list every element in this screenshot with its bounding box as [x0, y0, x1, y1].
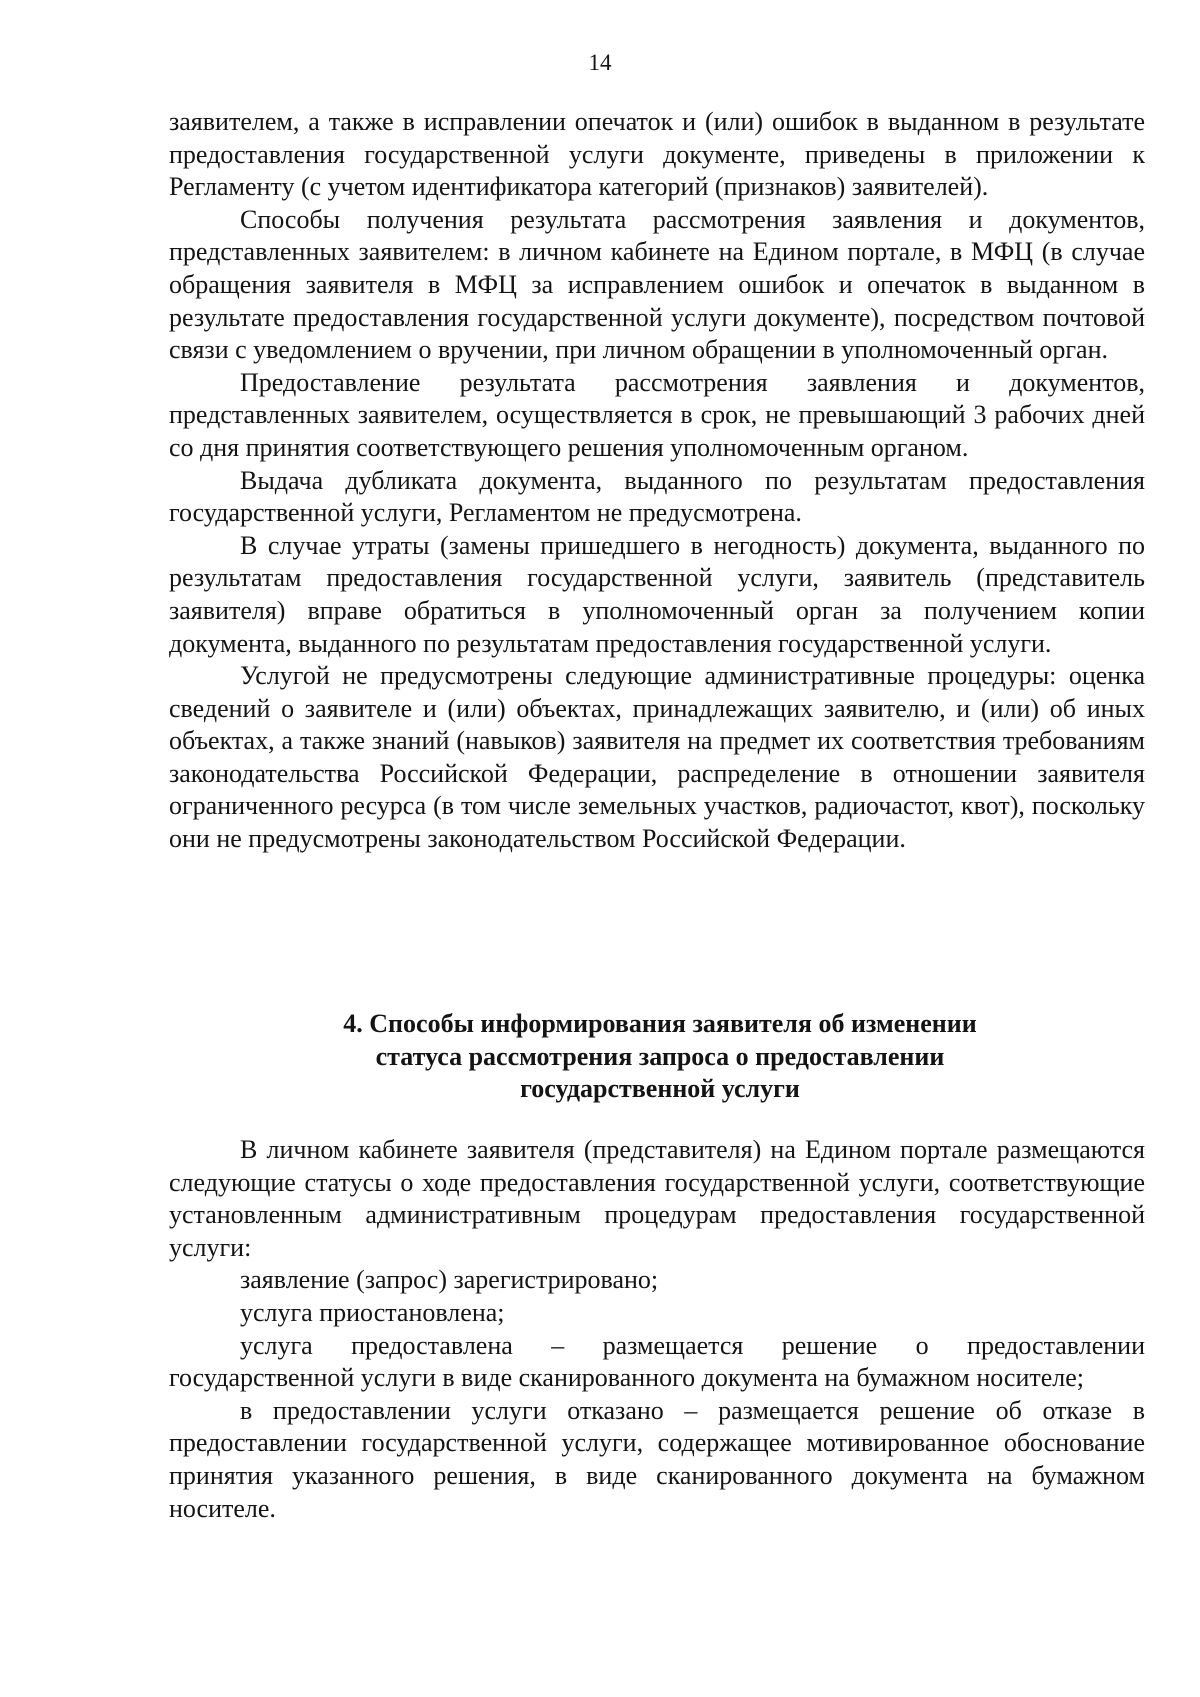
status-item-suspended: услуга приостановлена;	[240, 1297, 505, 1327]
status-item-refused: в предоставлении услуги отказано – размещается решение об отказе в предоставлении государственной услуги, содержащее мотивированное обоснование принятия указанного решения, в виде сканированного документа на бумажном носителе.	[169, 1395, 1145, 1523]
status-item-registered: заявление (запрос) зарегистрировано;	[240, 1265, 659, 1295]
paragraph-result-methods: Способы получения результата рассмотрения заявления и документов, представленных заявителем: в личном кабинете на Едином портале, в МФЦ (в случае обращения заявителя в МФЦ за исправлением ошибок и опечаток в выданном в результате предоставления государственной услуги документе), посредством почтовой связи с уведомлением о вручении, при личном обращении в уполномоченный орган.	[169, 204, 1145, 365]
body-text-top	[169, 106, 1145, 856]
paragraph-not-provided-procedures: Услугой не предусмотрены следующие административные процедуры: оценка сведений о заявителе и (или) объектах, принадлежащих заявителю, и (или) об иных объектах, а также знаний (навыков) заявителя на предмет их соответствия требованиям законодательства Российской Федерации, распределение в отношении заявителя ограниченного ресурса (в том числе земельных участков, радиочастот, квот), поскольку они не предусмотрены законодательством Российской Федерации.	[169, 661, 1145, 854]
section-heading	[300, 1008, 1020, 1106]
page-number: 14	[588, 50, 612, 75]
paragraph-duplicate: Выдача дубликата документа, выданного по результатам предоставления государственной услуги, Регламентом не предусмотрена.	[169, 465, 1145, 528]
section-heading-line: государственной услуги	[520, 1074, 800, 1104]
paragraph-result-deadline: Предоставление результата рассмотрения заявления и документов, представленных заявителем, осуществляется в срок, не превышающий 3 рабочих дней со дня принятия соответствующего решения уполномоченным органом.	[169, 367, 1145, 462]
section-heading-line: статуса рассмотрения запроса о предоставлении	[375, 1041, 945, 1071]
status-item-provided: услуга предоставлена – размещается решение о предоставлении государственной услуги в виде сканированного документа на бумажном носителе;	[169, 1330, 1145, 1393]
body-text-bottom	[169, 1134, 1145, 1525]
section-heading-line: 4. Способы информирования заявителя об изменении	[343, 1009, 977, 1038]
paragraph-continuation: заявителем, а также в исправлении опечаток и (или) ошибок в выданном в результате предоставления государственной услуги документе, приведены в приложении к Регламенту (с учетом идентификатора категорий (признаков) заявителей).	[169, 107, 1145, 202]
paragraph-statuses-intro: В личном кабинете заявителя (представителя) на Едином портале размещаются следующие статусы о ходе предоставления государственной услуги, соответствующие установленным административным процедурам предоставления государственной услуги:	[169, 1135, 1145, 1262]
paragraph-loss-of-document: В случае утраты (замены пришедшего в негодность) документа, выданного по результатам предоставления государственной услуги, заявитель (представитель заявителя) вправе обратиться в уполномоченный орган за получением копии документа, выданного по результатам предоставления государственной услуги.	[169, 530, 1145, 658]
